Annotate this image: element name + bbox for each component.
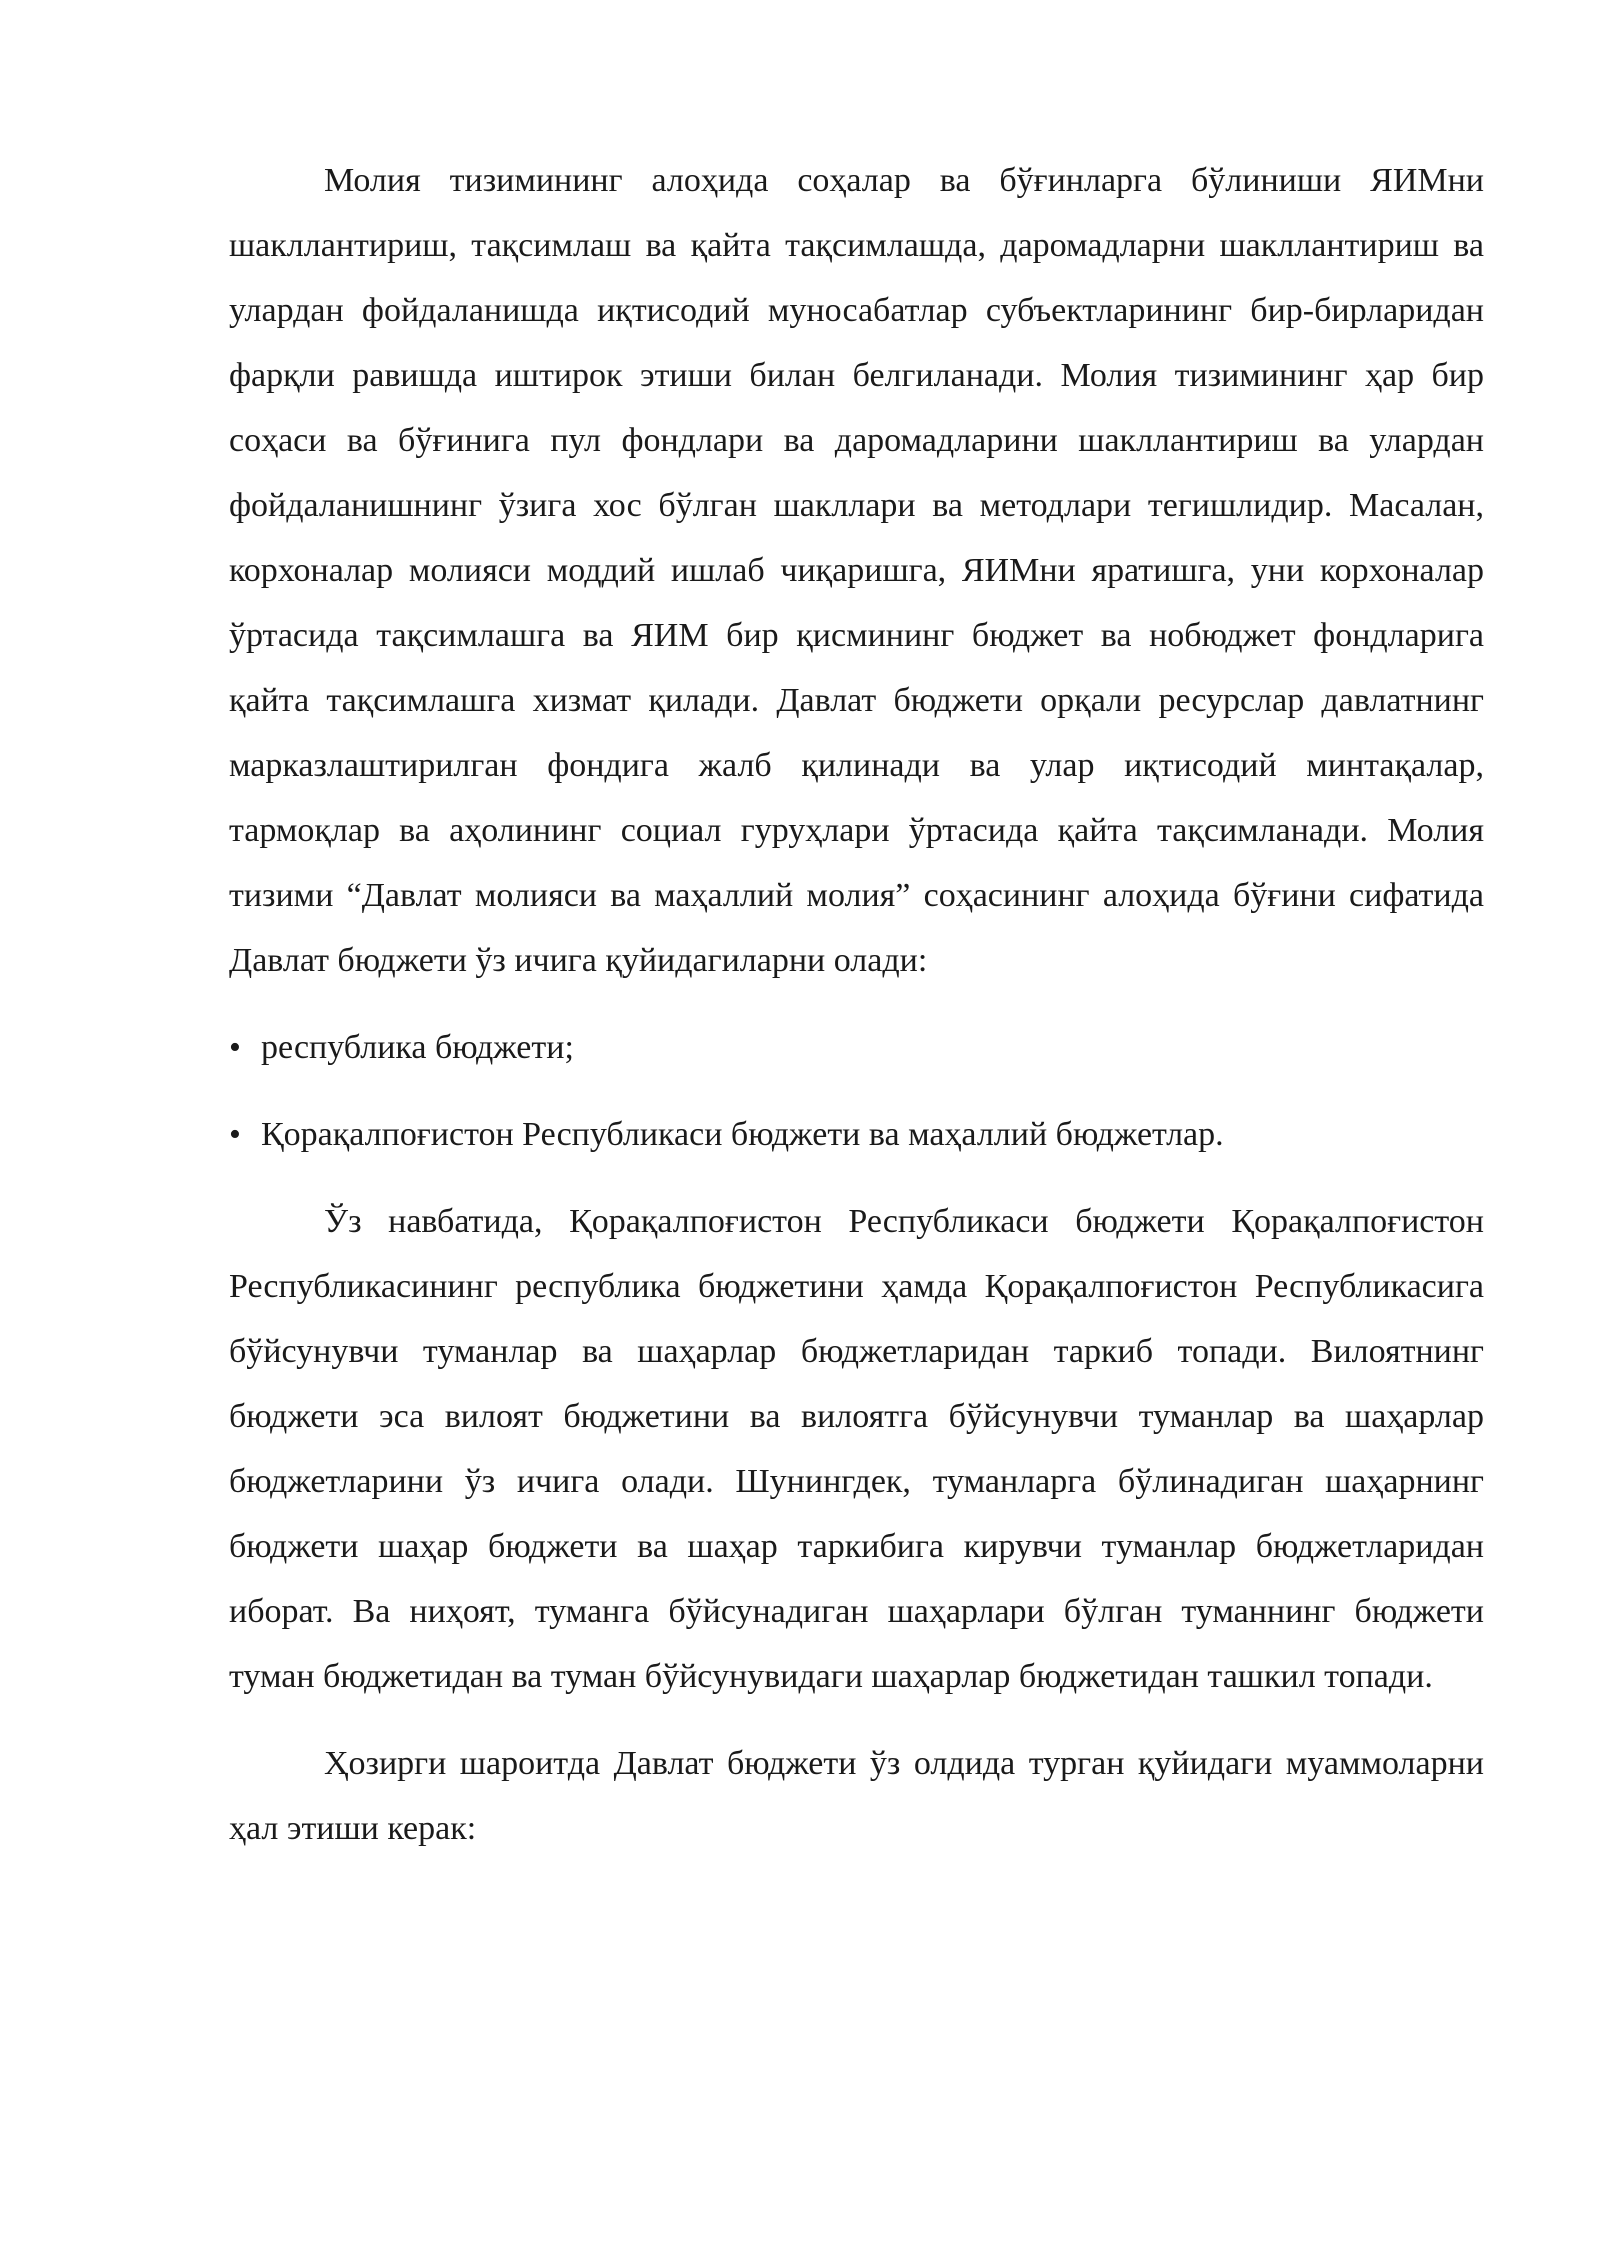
bullet-icon: • [229, 1029, 241, 1066]
paragraph-karakalpakstan-budget: Ўз навбатида, Қорақалпоғистон Республикаси бюджети Қорақалпоғистон Республикасининг республика бюджетини ҳамда Қорақалпоғистон Республикасига бўйсунувчи туманлар ва шаҳарлар бюджетларидан таркиб топади. Вилоятнинг бюджети эса вилоят бюджетини ва вилоятга бўйсунувчи туманлар ва шаҳарлар бюджетларини ўз ичига олади. Шунингдек, туманларга бўлинадиган шаҳарнинг бюджети шаҳар бюджети ва шаҳар таркибига кирувчи туманлар бюджетларидан иборат. Ва ниҳоят, туманга бўйсунадиган шаҳарлари бўлган туманнинг бюджети туман бюджетидан ва туман бўйсунувидаги шаҳарлар бюджетидан ташкил топади. [229, 1203, 1484, 1695]
list-item-text: Қорақалпоғистон Республикаси бюджети ва маҳаллий бюджетлар. [261, 1116, 1224, 1153]
list-item [229, 1015, 1484, 1080]
document-body [229, 148, 1484, 1861]
list-item-text: республика бюджети; [261, 1029, 574, 1066]
list-item [229, 1102, 1484, 1167]
bullet-icon: • [229, 1116, 241, 1153]
paragraph-current-tasks: Ҳозирги шароитда Давлат бюджети ўз олдида турган қуйидаги муаммоларни ҳал этиши керак: [229, 1745, 1484, 1847]
budget-list [229, 1015, 1484, 1167]
paragraph-finance-system: Молия тизимининг алоҳида соҳалар ва бўғинларга бўлиниши ЯИМни шакллантириш, тақсимлаш ва қайта тақсимлашда, даромадларни шакллантириш ва улардан фойдаланишда иқтисодий муносабатлар субъектларининг бир-бирларидан фарқли равишда иштирок этиши билан белгиланади. Молия тизимининг ҳар бир соҳаси ва бўғинига пул фондлари ва даромадларини шакллантириш ва улардан фойдаланишнинг ўзига хос бўлган шакллари ва методлари тегишлидир. Масалан, корхоналар молияси моддий ишлаб чиқаришга, ЯИМни яратишга, уни корхоналар ўртасида тақсимлашга ва ЯИМ бир қисмининг бюджет ва нобюджет фондларига қайта тақсимлашга хизмат қилади. Давлат бюджети орқали ресурслар давлатнинг марказлаштирилган фондига жалб қилинади ва улар иқтисодий минтақалар, тармоқлар ва аҳолининг социал гуруҳлари ўртасида қайта тақсимланади. Молия тизими “Давлат молияси ва маҳаллий молия” соҳасининг алоҳида бўғини сифатида Давлат бюджети ўз ичига қуйидагиларни олади: [229, 162, 1484, 979]
